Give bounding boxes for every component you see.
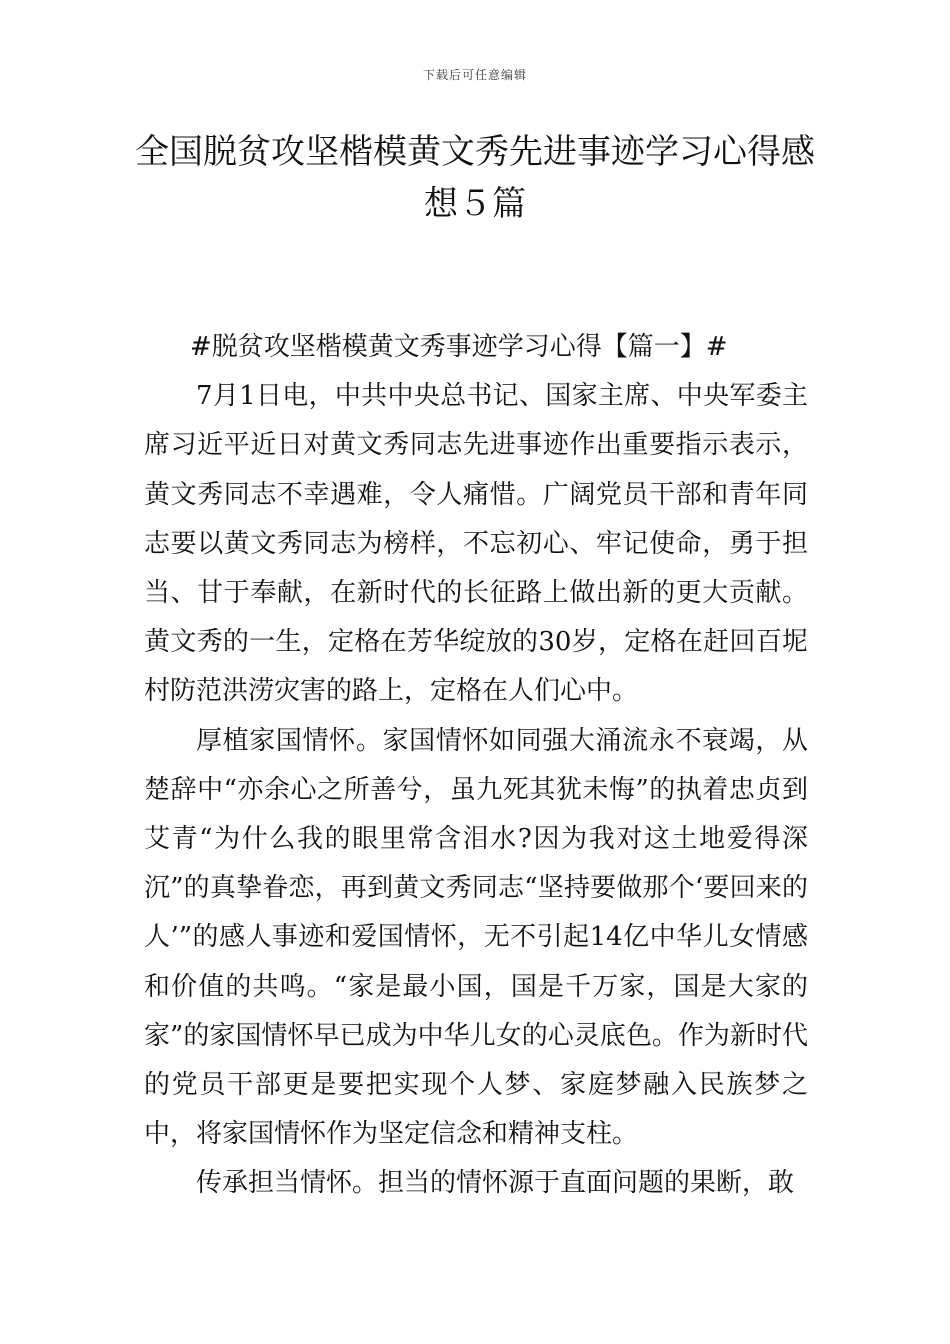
body-paragraph-2: 厚植家国情怀。家国情怀如同强大涌流永不衰竭，从楚辞中“亦余心之所善兮，虽九死其犹未悔”的执着忠贞到艾青“为什么我的眼里常含泪水?因为我对这土地爱得深沉”的真挚眷恋，再到黄文秀同志“坚持要做那个‘要回来的人’”的感人事迹和爱国情怀，无不引起14亿中华儿女情感和价值的共鸣。“家是最小国，国是千万家，国是大家的家”的家国情怀早已成为中华儿女的心灵底色。作为新时代的党员干部更是要把实现个人梦、家庭梦融入民族梦之中，将家国情怀作为坚定信念和精神支柱。 [144, 725, 808, 1150]
document-title: 全国脱贫攻坚楷模黄文秀先进事迹学习心得感想５篇 [135, 132, 815, 224]
section-heading: #脱贫攻坚楷模黄文秀事迹学习心得【篇一】# [190, 332, 728, 362]
document-body [144, 323, 808, 1209]
header-note: 下载后可任意编辑 [422, 68, 527, 82]
body-paragraph-3: 传承担当情怀。担当的情怀源于直面问题的果断，敢 [196, 1168, 795, 1199]
body-paragraph-1: 7月1日电，中共中央总书记、国家主席、中央军委主席习近平近日对黄文秀同志先进事迹作出重要指示表示，黄文秀同志不幸遇难，令人痛惜。广阔党员干部和青年同志要以黄文秀同志为榜样，不忘初心、牢记使命，勇于担当、甘于奉献，在新时代的长征路上做出新的更大贡献。黄文秀的一生，定格在芳华绽放的30岁，定格在赶回百坭村防范洪涝灾害的路上，定格在人们心中。 [144, 381, 808, 707]
